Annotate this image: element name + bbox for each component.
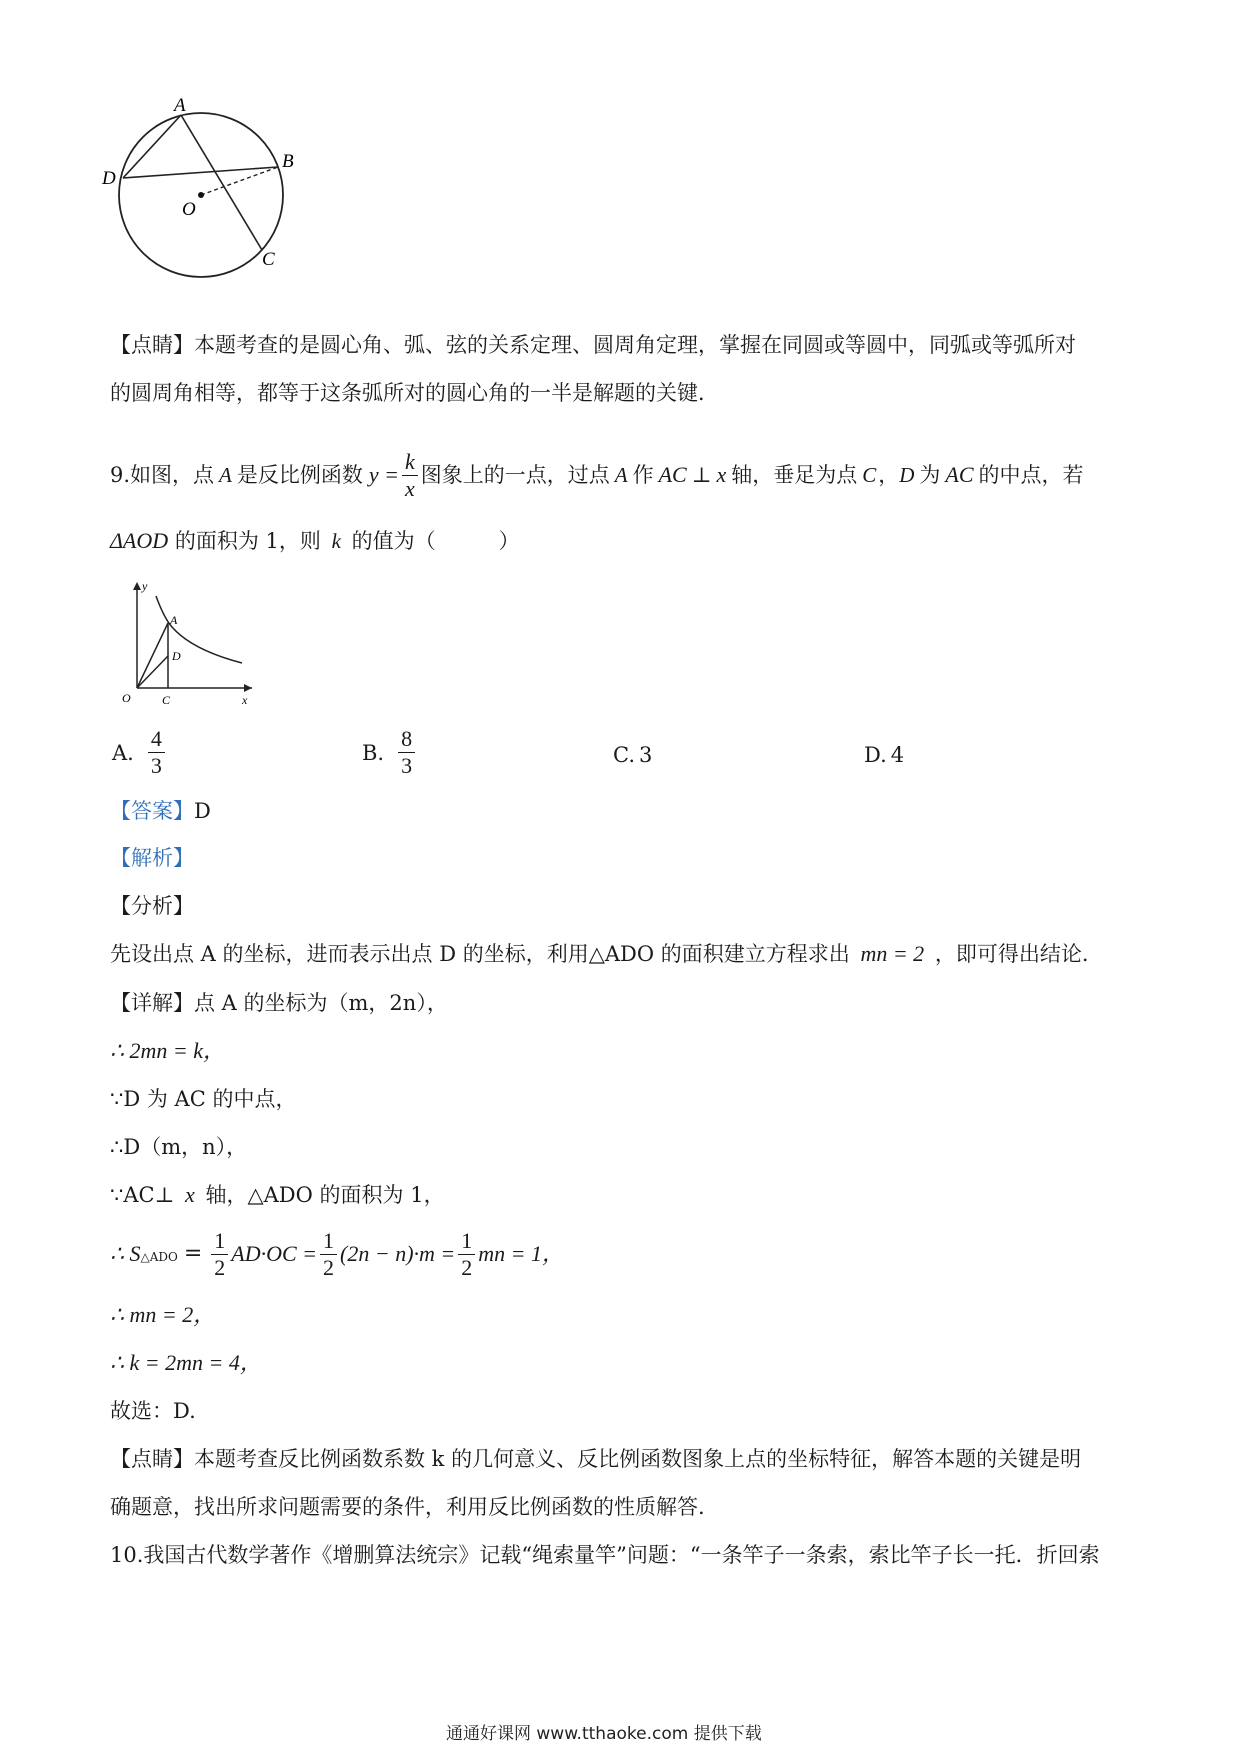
option-a-num: 4: [148, 726, 165, 753]
half-num-3: 1: [458, 1228, 475, 1255]
q9-text-5: 轴，垂足为点: [731, 463, 858, 487]
q10-line: 10.我国古代数学著作《增删算法统宗》记载“绳索量竿”问题：“一条竿子一条索，索比竿子长一托．折回索: [110, 1543, 1100, 1567]
answer-tag: 【答案】: [110, 799, 194, 823]
q9-text-4: 作: [632, 463, 654, 487]
q9-frac-num: k: [402, 449, 418, 476]
analysis-tag: 【解析】: [110, 846, 194, 870]
option-b[interactable]: [362, 726, 418, 779]
q9-text-9: 的值为（ ）: [351, 529, 520, 553]
fenxi-mn-eq: mn = 2: [860, 941, 925, 966]
half-den-2: 2: [323, 1254, 335, 1280]
xiangjie-line5-b: 轴，△ADO 的面积为 1，: [205, 1183, 445, 1207]
q9-perp: ⊥: [691, 463, 712, 487]
label-y: y: [142, 579, 148, 593]
segment-oa: [137, 623, 168, 688]
label-o: O: [182, 199, 196, 220]
xiangjie-line6: [110, 1222, 564, 1286]
half-den-1: 2: [214, 1254, 226, 1280]
option-b-num: 8: [398, 726, 415, 753]
xiangjie-line5-a: ∵AC⊥: [110, 1183, 175, 1207]
dianjing-2-tag: 【点睛】: [110, 1447, 194, 1471]
xiangjie-text-1: 点 A 的坐标为（m，2n），: [194, 991, 448, 1015]
fenxi-text-b: ，即可得出结论.: [934, 942, 1089, 966]
q9-triangle: ΔAOD: [110, 528, 169, 553]
q9-frac-den: x: [405, 475, 415, 501]
option-b-fraction: [398, 726, 415, 779]
q9-text-2: 是反比例函数: [236, 463, 363, 487]
half-fraction-3: [458, 1228, 475, 1281]
xiangjie-line5: [110, 1180, 445, 1210]
q9-y-eq: y =: [368, 462, 399, 487]
q9-text-8: 的面积为 1，则: [174, 529, 321, 553]
option-c-value: 3: [639, 743, 653, 767]
q9-point-d: D: [899, 463, 915, 487]
label-d: D: [102, 168, 116, 189]
fenxi-text: [110, 939, 1089, 969]
option-a-fraction: [148, 726, 165, 779]
area-symbol: ∴ S: [110, 1241, 141, 1266]
q9-line2: [110, 526, 520, 556]
q9-point-a: A: [219, 463, 232, 487]
fenxi-tag: 【分析】: [110, 894, 194, 918]
label-o: O: [122, 691, 131, 705]
q9-point-c: C: [862, 463, 877, 487]
option-d-value: 4: [890, 743, 905, 767]
dianjing-2-text1: 本题考查反比例函数系数 k 的几何意义、反比例函数图象上点的坐标特征，解答本题的关键是明: [194, 1447, 1082, 1471]
label-c: C: [162, 693, 171, 707]
half-num-2: 1: [320, 1228, 337, 1255]
dianjing-1-line2: 的圆周角相等，都等于这条弧所对的圆心角的一半是解题的关键．: [110, 381, 719, 405]
fenxi-text-a: 先设出点 A 的坐标，进而表示出点 D 的坐标，利用△ADO 的面积建立方程求出: [110, 942, 850, 966]
option-c-letter: C.: [613, 743, 635, 767]
x-arrow: [244, 684, 252, 692]
area-subscript: △ADO: [140, 1250, 178, 1264]
label-d: D: [172, 649, 181, 663]
q9-x: x: [716, 462, 727, 487]
label-c: C: [262, 249, 275, 270]
label-a: A: [174, 95, 186, 116]
xiangjie-line8: ∴ k = 2mn = 4，: [110, 1350, 262, 1375]
half-den-3: 2: [461, 1254, 473, 1280]
xiangjie-line3: ∵D 为 AC 的中点，: [110, 1087, 297, 1111]
label-x: x: [242, 693, 248, 707]
center-dot: [198, 192, 204, 198]
equals-1: =: [183, 1241, 203, 1266]
xiangjie-line1: [110, 988, 448, 1018]
option-a-letter: A.: [112, 740, 134, 765]
circle-figure: [102, 95, 320, 315]
hyperbola-figure: [112, 578, 262, 713]
half-fraction-2: [320, 1228, 337, 1281]
label-b: B: [282, 151, 294, 172]
answer-line: [110, 796, 211, 826]
label-a: A: [170, 613, 178, 627]
xiangjie-tag: 【详解】: [110, 991, 194, 1015]
option-d-letter: D.: [864, 743, 887, 767]
y-arrow: [133, 582, 141, 590]
option-a-den: 3: [150, 753, 162, 778]
q9-text-1: 9.如图，点: [110, 463, 215, 487]
dianjing-2-line1: [110, 1444, 1081, 1474]
option-b-letter: B.: [362, 740, 385, 765]
footer-text: 通通好课网 www.tthaoke.com 提供下载: [446, 1724, 762, 1744]
dianjing-1-tag: 【点睛】: [110, 333, 194, 357]
mn-result: mn = 1，: [478, 1241, 564, 1266]
paren-expr: (2n − n)·m =: [340, 1241, 456, 1266]
chord-db: [123, 167, 278, 178]
xiangjie-line4: ∴D（m，n），: [110, 1135, 248, 1159]
half-num-1: 1: [211, 1228, 228, 1255]
option-a[interactable]: [112, 726, 168, 779]
dianjing-1-line1: [110, 330, 1076, 360]
q9-line1: 9.如图，点 A 是反比例函数 y = $\frac{k}{x}$ 图象上的一点，过点 A 作 AC ⊥ x 轴，垂足为点 C ， D 为 AC 的中点，若: [110, 448, 1084, 501]
hyperbola-curve: [156, 596, 242, 663]
segment-od: [137, 656, 168, 688]
half-fraction-1: [211, 1228, 228, 1281]
answer-value: D: [194, 799, 211, 823]
dianjing-2-line2: 确题意，找出所求问题需要的条件，利用反比例函数的性质解答.: [110, 1495, 705, 1519]
ad-oc-expr: AD·OC =: [231, 1241, 318, 1266]
q9-text-7: 的中点，若: [978, 463, 1084, 487]
xiangjie-line7: ∴ mn = 2，: [110, 1302, 216, 1327]
q9-text-3: 图象上的一点，过点: [420, 463, 610, 487]
xiangjie-line2: ∴ 2mn = k，: [110, 1038, 225, 1063]
option-d[interactable]: [864, 743, 904, 767]
q9-point-a-2: A: [614, 463, 628, 487]
option-c[interactable]: [613, 743, 652, 767]
option-b-den: 3: [401, 753, 413, 778]
q9-text-6: 为: [919, 463, 941, 487]
q9-k: k: [331, 529, 341, 553]
xiangjie-line5-x: x: [185, 1182, 195, 1207]
xiangjie-line9: 故选：D.: [110, 1399, 196, 1423]
line-ac: [181, 115, 262, 250]
chord-ad: [123, 115, 181, 178]
q9-ac: AC: [658, 462, 687, 487]
dianjing-1-text1: 本题考查的是圆心角、弧、弦的关系定理、圆周角定理，掌握在同圆或等圆中，同弧或等弧所对: [194, 333, 1076, 357]
q9-ac-2: AC: [945, 462, 974, 487]
q9-fraction: [402, 449, 418, 502]
